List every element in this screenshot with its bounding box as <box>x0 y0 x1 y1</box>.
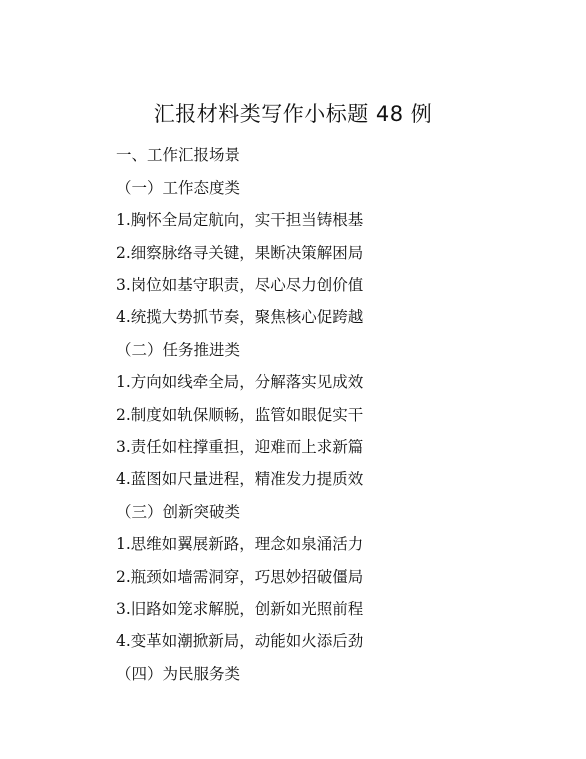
list-item: 4.变革如潮掀新局，动能如火添后劲 <box>116 632 364 650</box>
group-heading-innovation: （三）创新突破类 <box>116 503 241 521</box>
list-item: 3.岗位如基守职责，尽心尽力创价值 <box>116 276 364 294</box>
list-item: 4.统揽大势抓节奏，聚焦核心促跨越 <box>116 308 364 326</box>
list-item: 1.胸怀全局定航向，实干担当铸根基 <box>116 211 364 229</box>
list-item: 1.思维如翼展新路，理念如泉涌活力 <box>116 535 364 553</box>
section-heading: 一、工作汇报场景 <box>116 146 241 164</box>
group-heading-service: （四）为民服务类 <box>116 665 241 683</box>
list-item: 2.瓶颈如墙需洞穿，巧思妙招破僵局 <box>116 568 364 586</box>
document-title: 汇报材料类写作小标题 48 例 <box>153 102 433 126</box>
list-item: 2.制度如轨保顺畅，监管如眼促实干 <box>116 406 364 424</box>
list-item: 4.蓝图如尺量进程，精准发力提质效 <box>116 470 364 488</box>
list-item: 2.细察脉络寻关键，果断决策解困局 <box>116 244 364 262</box>
group-heading-attitude: （一）工作态度类 <box>116 179 241 197</box>
list-item: 3.责任如柱撑重担，迎难而上求新篇 <box>116 438 364 456</box>
group-heading-task: （二）任务推进类 <box>116 341 241 359</box>
list-item: 3.旧路如笼求解脱，创新如光照前程 <box>116 600 364 618</box>
list-item: 1.方向如线牵全局，分解落实见成效 <box>116 373 364 391</box>
